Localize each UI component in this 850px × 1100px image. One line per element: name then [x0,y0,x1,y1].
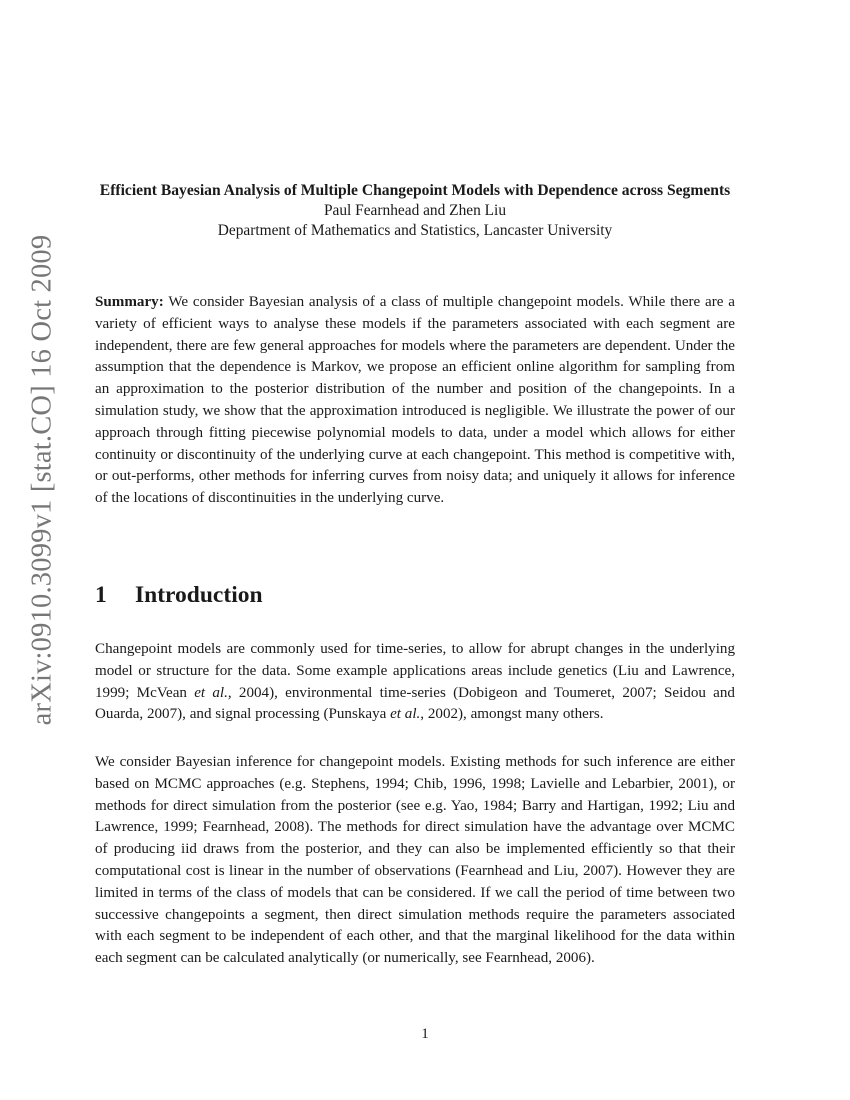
intro-p1-part-b: , 2004), environmental time-series (Dobigeon and Toumeret, 2007; Seidou and Ouarda, 2007), and signal processing (Punskaya [95,684,735,723]
intro-p1-part-c: , 2002), amongst many others. [420,706,604,723]
intro-p1-et-al-2: et al. [390,706,421,723]
section-number: 1 [95,582,107,608]
title-block [95,181,735,241]
arxiv-identifier: arXiv:0910.3099v1 [stat.CO] 16 Oct 2009 [26,234,58,726]
intro-p1-et-al-1: et al. [194,684,228,701]
summary-text: We consider Bayesian analysis of a class of multiple changepoint models. While there are a variety of efficient ways to analyse these models if the parameters associated with each segment are independent, there are few general approaches for models where the parameters are dependent. Under the assumption that the dependence is Markov, we propose an efficient online algorithm for sampling from an approximation to the posterior distribution of the number and position of the changepoints. In a simulation study, we show that the approximation introduced is negligible. We illustrate the power of our approach through fitting piecewise polynomial models to data, under a model which allows for either continuity or discontinuity of the underlying curve at each changepoint. This method is competitive with, or out-performs, other methods for inferring curves from noisy data; and uniquely it allows for inference of the locations of discontinuities in the underlying curve. [95,294,735,507]
arxiv-stamp [22,234,62,726]
intro-p1-part-a: Changepoint models are commonly used for time-series, to allow for abrupt changes in the underlying model or structure for the data. Some example applications areas include genetics (Liu and Lawrence, 1999; McVean [95,641,735,701]
summary-paragraph [95,292,735,510]
intro-paragraph-2: We consider Bayesian inference for changepoint models. Existing methods for such inference are either based on MCMC approaches (e.g. Stephens, 1994; Chib, 1996, 1998; Lavielle and Lebarbier, 2001), or methods for direct simulation from the posterior (see e.g. Yao, 1984; Barry and Hartigan, 1992; Liu and Lawrence, 1999; Fearnhead, 2008). The methods for direct simulation have the advantage over MCMC of producing iid draws from the posterior, and they can also be implemented efficiently so that their computational cost is linear in the number of observations (Fearnhead and Liu, 2007). However they are limited in terms of the class of models that can be considered. If we call the period of time between two successive changepoints a segment, then direct simulation methods require the parameters associated with each segment to be independent of each other, and that the marginal likelihood for the data within each segment can be calculated analytically (or numerically, see Fearnhead, 2006). [95,754,735,967]
summary-label: Summary: [95,294,164,310]
paper-authors: Paul Fearnhead and Zhen Liu [323,202,507,219]
page-number: 1 [421,1026,429,1042]
paper-affiliation: Department of Mathematics and Statistics, Lancaster University [217,222,613,239]
section-title: Introduction [135,582,263,608]
paper-title: Efficient Bayesian Analysis of Multiple Changepoint Models with Dependence across Segments [99,182,731,199]
section-heading-introduction [95,580,263,610]
intro-paragraph-1 [95,639,735,726]
